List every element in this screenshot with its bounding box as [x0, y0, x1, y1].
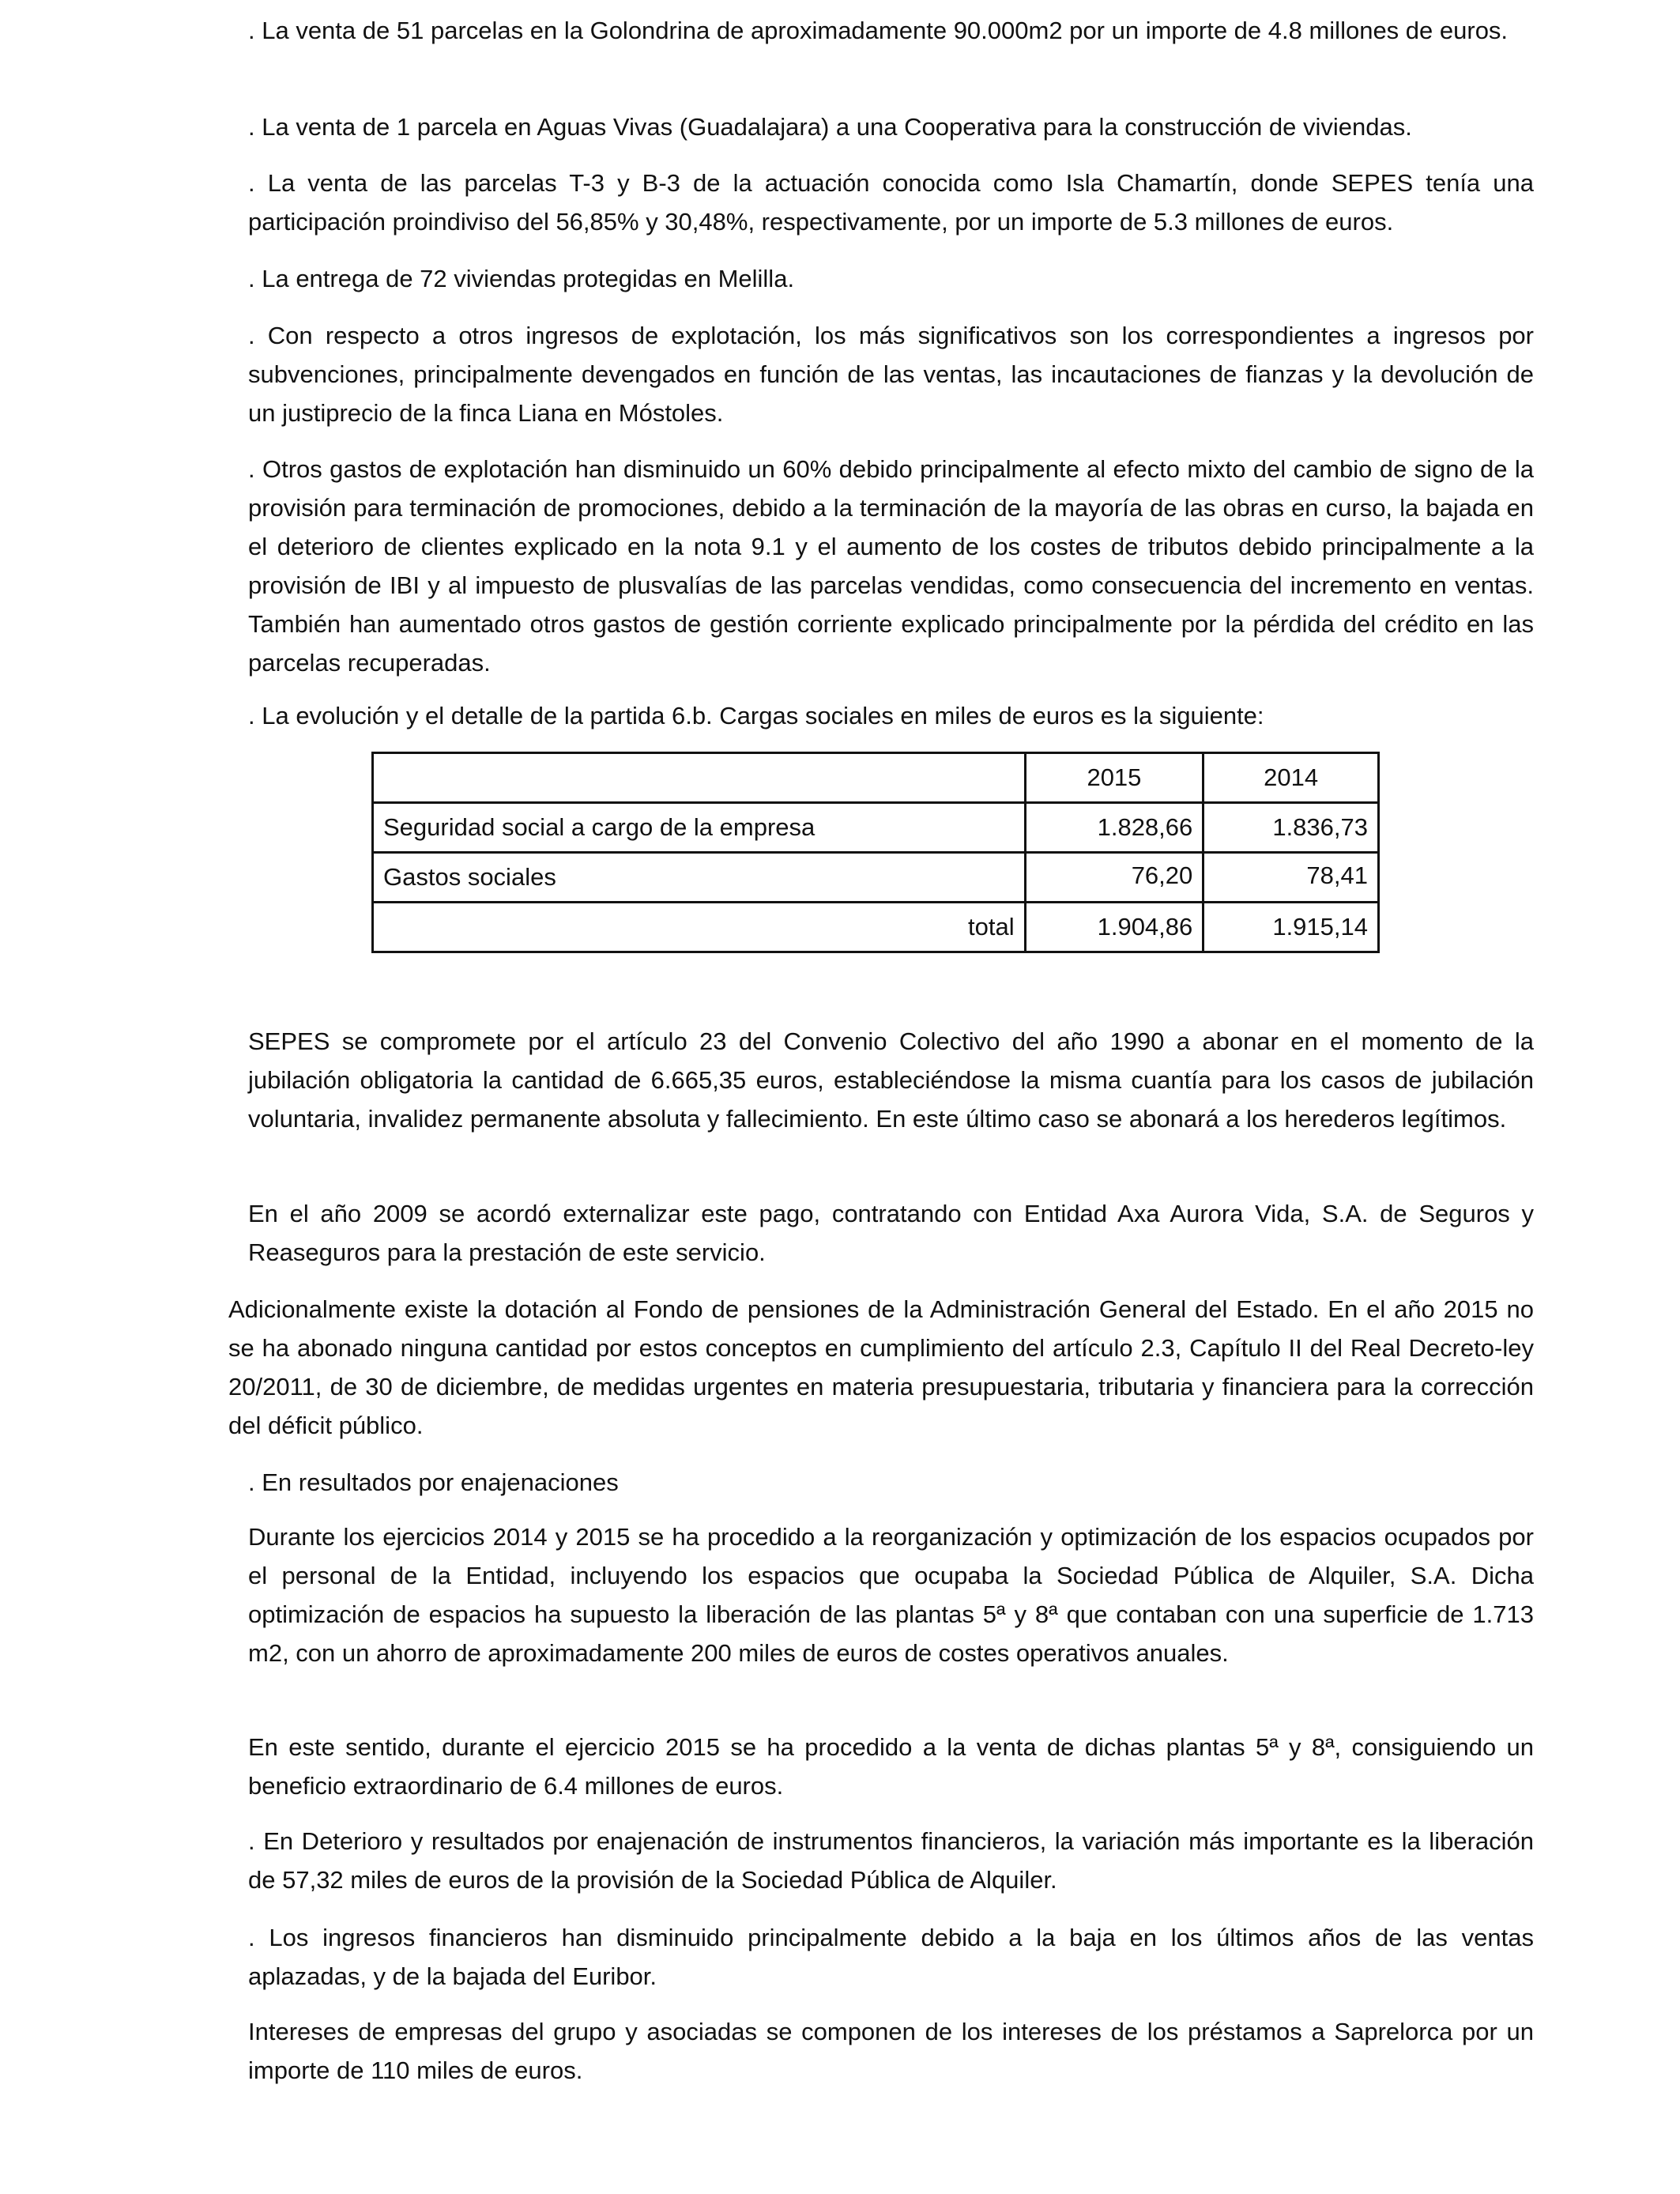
paragraph-venta-plantas: En este sentido, durante el ejercicio 2015 se ha procedido a la venta de dichas plantas 5ª y 8ª, consiguiendo un beneficio extraordinario de 6.4 millones de euros. — [248, 1733, 1534, 1800]
table-row — [373, 803, 1379, 853]
paragraph-resultados-enajenaciones: . En resultados por enajenaciones — [248, 1468, 619, 1496]
paragraph-cargas-sociales-intro: . La evolución y el detalle de la partida 6.b. Cargas sociales en miles de euros es la siguiente: — [248, 702, 1264, 729]
table-cell-total-label: total — [373, 903, 1026, 952]
paragraph-otros-gastos: . Otros gastos de explotación han disminuido un 60% debido principalmente al efecto mixto del cambio de signo de la provisión para terminación de promociones, debido a la terminación de la mayoría de las obras en curso, la bajada en el deterioro de clientes explicado en la nota 9.1 y el aumento de los costes de tributos debido principalmente a la provisión de IBI y al impuesto de plusvalías de las parcelas vendidas, como consecuencia del incremento en ventas. También han aumentado otros gastos de gestión corriente explicado principalmente por la pérdida del crédito en las parcelas recuperadas. — [248, 455, 1534, 677]
table-header-row — [373, 753, 1379, 803]
table-cell-total-value: 1.904,86 — [1025, 903, 1203, 952]
paragraph-otros-ingresos: . Con respecto a otros ingresos de explotación, los más significativos son los correspondientes a ingresos por subvenciones, principalmente devengados en función de las ventas, las incautaciones de fianzas y la devolución de un justiprecio de la finca Liana en Móstoles. — [248, 322, 1534, 427]
paragraph-reorganizacion-espacios: Durante los ejercicios 2014 y 2015 se ha procedido a la reorganización y optimización de los espacios ocupados por el personal de la Entidad, incluyendo los espacios que ocupaba la Sociedad Pública de Alquiler, S.A. Dicha optimización de espacios ha supuesto la liberación de las plantas 5ª y 8ª que contaban con una superficie de 1.713 m2, con un ahorro de aproximadamente 200 miles de euros de costes operativos anuales. — [248, 1523, 1534, 1667]
paragraph-venta-aguas-vivas: . La venta de 1 parcela en Aguas Vivas (Guadalajara) a una Cooperativa para la construcción de viviendas. — [248, 113, 1412, 141]
table-cell-value: 78,41 — [1203, 853, 1379, 903]
table-cell-value: 76,20 — [1025, 853, 1203, 903]
paragraph-fondo-pensiones: Adicionalmente existe la dotación al Fondo de pensiones de la Administración General del Estado. En el año 2015 no se ha abonado ninguna cantidad por estos conceptos en cumplimiento del artículo 2.3, Capítulo II del Real Decreto-ley 20/2011, de 30 de diciembre, de medidas urgentes en materia presupuestaria, tributaria y financiera para la corrección del déficit público. — [228, 1295, 1534, 1439]
table-header-cell: 2015 — [1025, 753, 1203, 803]
table-header-cell: 2014 — [1203, 753, 1379, 803]
paragraph-ingresos-financieros: . Los ingresos financieros han disminuido principalmente debido a la baja en los últimos años de las ventas aplazadas, y de la bajada del Euribor. — [248, 1924, 1534, 1990]
paragraph-intereses-grupo: Intereses de empresas del grupo y asociadas se componen de los intereses de los préstamos a Saprelorca por un importe de 110 miles de euros. — [248, 2018, 1534, 2084]
paragraph-deterioro-instrumentos: . En Deterioro y resultados por enajenación de instrumentos financieros, la variación más importante es la liberación de 57,32 miles de euros de la provisión de la Sociedad Pública de Alquiler. — [248, 1827, 1534, 1894]
table-cell-label: Seguridad social a cargo de la empresa — [373, 803, 1026, 853]
table-cell-value: 1.836,73 — [1203, 803, 1379, 853]
table-cell-total-value: 1.915,14 — [1203, 903, 1379, 952]
table-header-cell — [373, 753, 1026, 803]
cargas-sociales-table — [371, 752, 1380, 953]
table-row — [373, 853, 1379, 903]
table-cell-label: Gastos sociales — [373, 853, 1026, 903]
table-total-row — [373, 903, 1379, 952]
table-cell-value: 1.828,66 — [1025, 803, 1203, 853]
paragraph-venta-golondrina: . La venta de 51 parcelas en la Golondrina de aproximadamente 90.000m2 por un importe de 4.8 millones de euros. — [248, 17, 1509, 44]
paragraph-externalizar-pago: En el año 2009 se acordó externalizar este pago, contratando con Entidad Axa Aurora Vida, S.A. de Seguros y Reaseguros para la prestación de este servicio. — [248, 1200, 1534, 1266]
paragraph-viviendas-melilla: . La entrega de 72 viviendas protegidas en Melilla. — [248, 265, 795, 292]
paragraph-sepes-convenio: SEPES se compromete por el artículo 23 del Convenio Colectivo del año 1990 a abonar en el momento de la jubilación obligatoria la cantidad de 6.665,35 euros, estableciéndose la misma cuantía para los casos de jubilación voluntaria, invalidez permanente absoluta y fallecimiento. En este último caso se abonará a los herederos legítimos. — [248, 1027, 1534, 1133]
paragraph-venta-isla-chamartin: . La venta de las parcelas T-3 y B-3 de la actuación conocida como Isla Chamartín, donde SEPES tenía una participación proindiviso del 56,85% y 30,48%, respectivamente, por un importe de 5.3 millones de euros. — [248, 169, 1534, 236]
